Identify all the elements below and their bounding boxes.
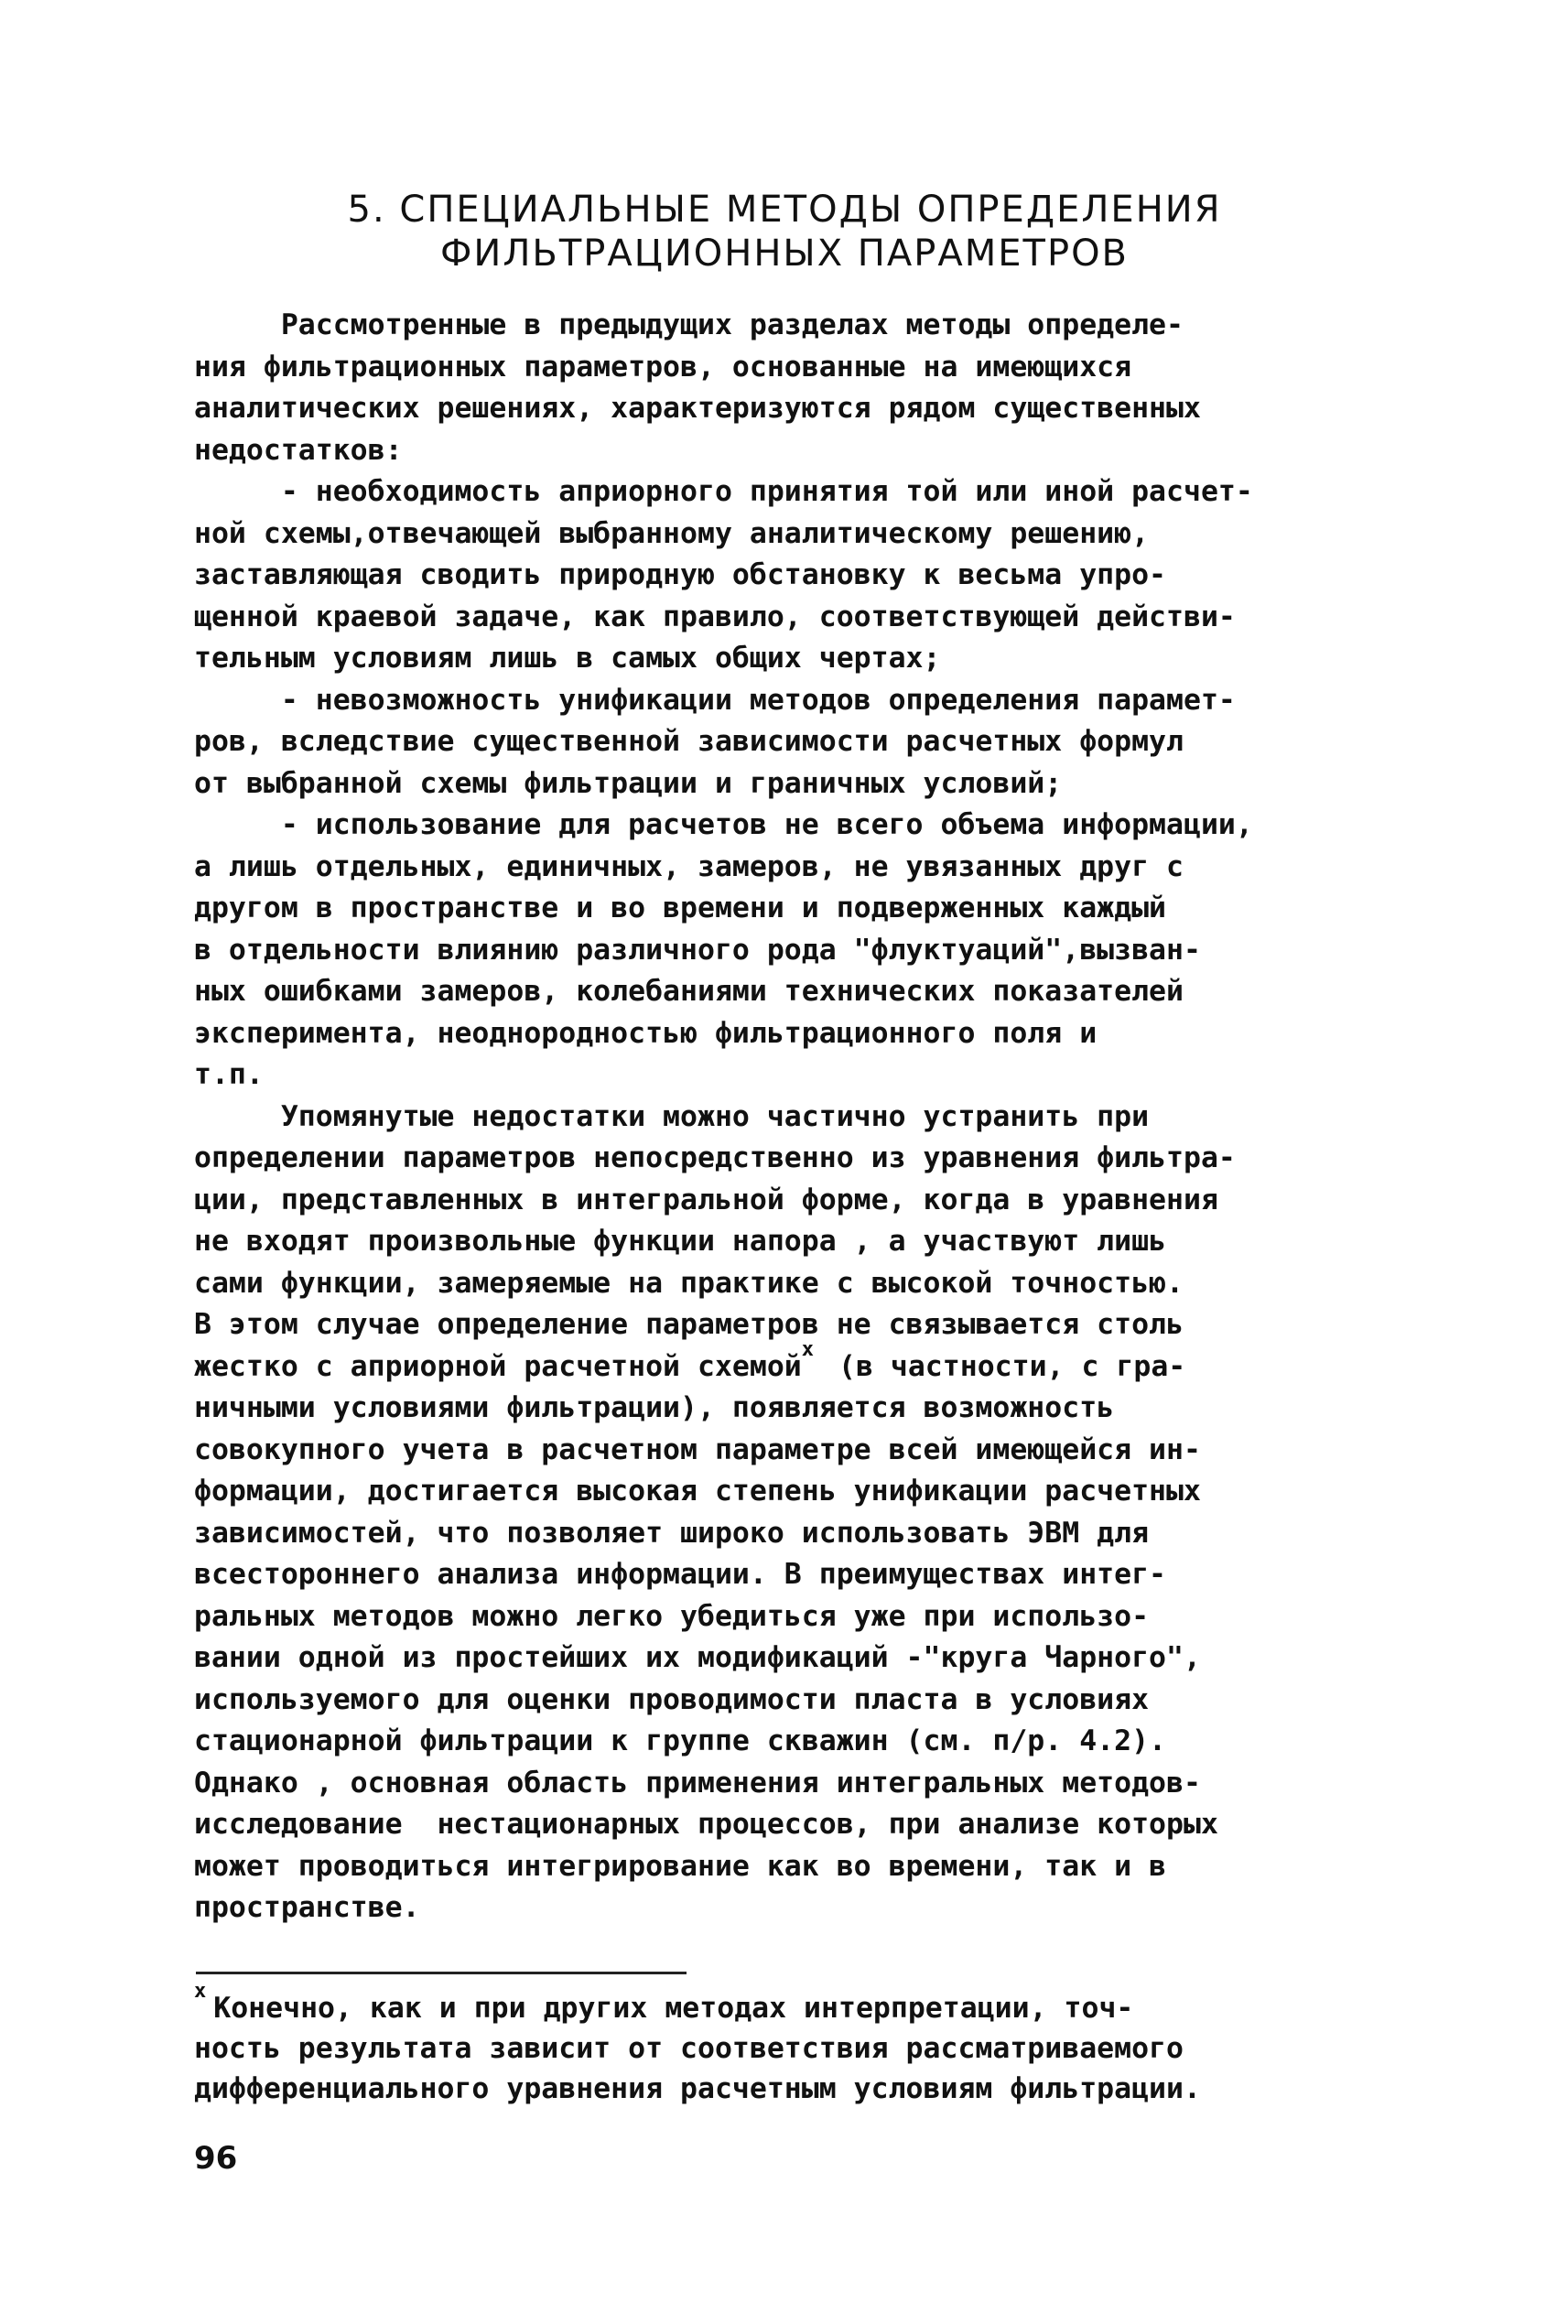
text-line: т.п. [194,1058,264,1091]
text-line: недостатков: [194,433,403,467]
footnote-divider [196,1972,687,1974]
page-number: 96 [194,2140,238,2177]
footnote-line: ность результата зависит от соответствия рассматриваемого [194,2032,1184,2065]
section-title-line-2: ФИЛЬТРАЦИОННЫХ ПАРАМЕТРОВ [439,232,1129,275]
text-line: - невозможность унификации методов определения парамет- [194,683,1236,717]
text-line: - необходимость априорного принятия той или иной расчет- [194,475,1253,508]
text-line: в отдельности влиянию различного рода "флуктуаций",вызван- [194,933,1201,967]
text-fragment: (в частности, с гра- [821,1349,1186,1383]
text-line: Однако , основная область применения интегральных методов- [194,1766,1201,1800]
text-line: ния фильтрационных параметров, основанные на имеющихся [194,350,1132,384]
text-line: эксперимента, неоднородностью фильтрационного поля и [194,1016,1098,1050]
text-line: заставляющая сводить природную обстановку к весьма упро- [194,558,1167,591]
text-line: сами функции, замеряемые на практике с высокой точностью. [194,1266,1184,1300]
text-line: ральных методов можно легко убедиться уже при использо- [194,1599,1150,1633]
text-line: тельным условиям лишь в самых общих чертах; [194,642,941,675]
text-line: вании одной из простейших их модификаций -"круга Чарного", [194,1641,1201,1674]
text-line: ничными условиями фильтрации), появляется возможность [194,1391,1115,1424]
body-text [194,305,1411,1929]
text-line: Упомянутые недостатки можно частично устранить при [194,1099,1150,1133]
text-fragment: жестко с априорной расчетной схемой [194,1349,802,1383]
text-line: другом в пространстве и во времени и подверженных каждый [194,892,1167,924]
text-line: зависимостей, что позволяет широко использовать ЭВМ для [194,1516,1150,1550]
footnote-ref-marker: x [801,1337,815,1361]
text-line: ции, представленных в интегральной форме, когда в уравнения [194,1183,1218,1216]
text-line: используемого для оценки проводимости пласта в условиях [194,1682,1150,1716]
footnote-marker: x [194,1980,207,2003]
text-line: совокупного учета в расчетном параметре всей имеющейся ин- [194,1432,1201,1466]
footnote-line [194,1980,1411,2028]
text-line: пространстве. [194,1891,420,1924]
text-line: определении параметров непосредственно из уравнения фильтра- [194,1141,1236,1174]
text-line: а лишь отдельных, единичных, замеров, не увязанных друг с [194,849,1184,883]
text-line: не входят произвольные функции напора , а участвуют лишь [194,1225,1167,1258]
footnote [194,1980,1411,2109]
text-line: всестороннего анализа информации. В преимуществах интег- [194,1558,1167,1591]
section-title-line-1: 5. СПЕЦИАЛЬНЫЕ МЕТОДЫ ОПРЕДЕЛЕНИЯ [347,189,1222,231]
text-line: ров, вследствие существенной зависимости расчетных формул [194,725,1184,758]
text-line: Рассмотренные в предыдущих разделах методы определе- [194,308,1184,341]
text-line: ных ошибками замеров, колебаниями технических показателей [194,975,1184,1008]
text-line: исследование нестационарных процессов, при анализе которых [194,1808,1218,1841]
text-line: от выбранной схемы фильтрации и граничных условий; [194,766,1063,800]
footnote-line: дифференциального уравнения расчетным условиям фильтрации. [194,2072,1201,2105]
footnote-text: Конечно, как и при других методах интерпретации, точ- [213,1992,1134,2025]
text-line: - использование для расчетов не всего объема информации, [194,808,1253,841]
text-line-with-footnote-ref [194,1337,1411,1389]
text-line: аналитических решениях, характеризуются рядом существенных [194,392,1201,425]
text-line: щенной краевой задаче, как правило, соответствующей действи- [194,600,1236,633]
text-line: стационарной фильтрации к группе скважин (см. п/р. 4.2). [194,1724,1167,1757]
text-line: В этом случае определение параметров не связывается столь [194,1308,1184,1341]
text-line: может проводиться интегрирование как во времени, так и в [194,1849,1167,1883]
text-line: ной схемы,отвечающей выбранному аналитическому решению, [194,516,1150,550]
text-line: формации, достигается высокая степень унификации расчетных [194,1475,1201,1508]
